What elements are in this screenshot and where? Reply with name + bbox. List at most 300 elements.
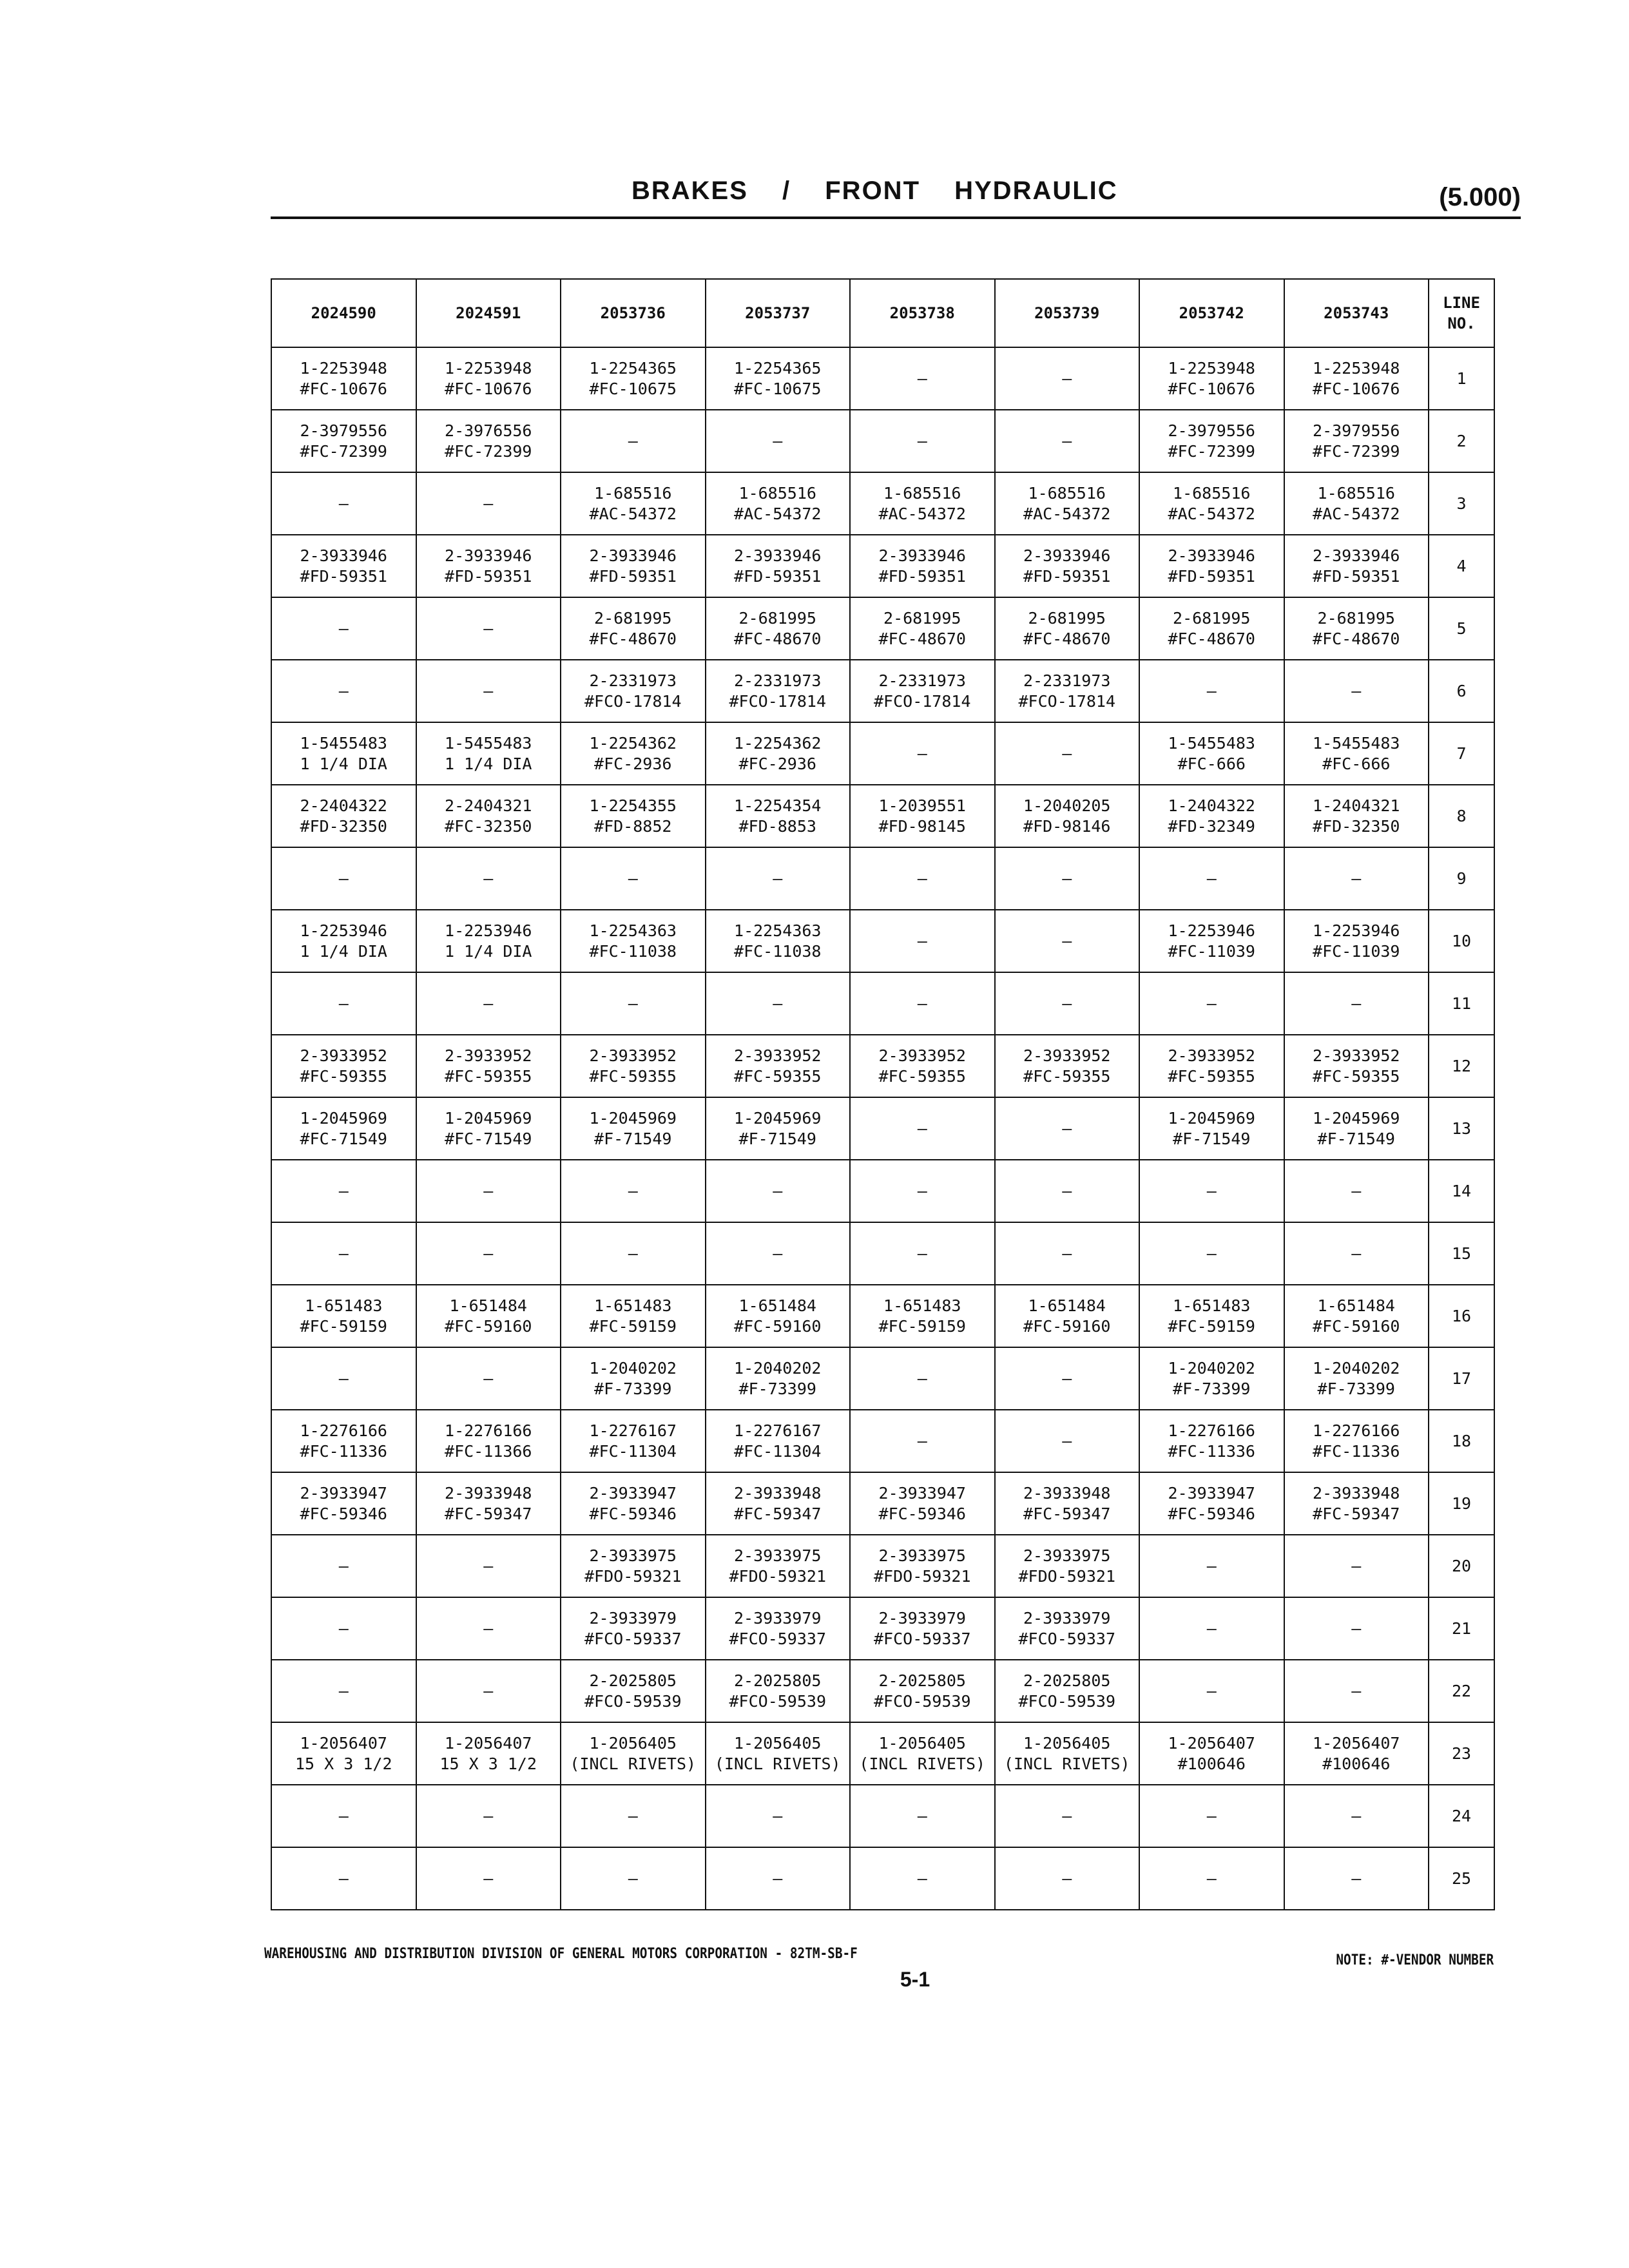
- part-number-text: 1-2404321 #FD-32350: [1313, 796, 1400, 836]
- part-cell: [1284, 1660, 1429, 1722]
- part-number-text: 1-2276166 #FC-11336: [300, 1421, 387, 1461]
- table-row: [271, 1097, 1494, 1160]
- part-cell: [271, 1160, 416, 1222]
- part-cell: [706, 347, 851, 410]
- part-number-text: —: [1206, 869, 1217, 888]
- part-cell: [271, 1785, 416, 1847]
- part-number-text: 2-3933952 #FC-59355: [300, 1046, 387, 1086]
- part-number-text: 2-2025805 #FCO-59539: [1018, 1671, 1115, 1711]
- table-row: [271, 1472, 1494, 1535]
- part-cell: [850, 1347, 995, 1410]
- part-cell: [995, 410, 1140, 472]
- part-number-text: 1-685516 #AC-54372: [878, 483, 966, 523]
- part-number-text: 1-2253946 #FC-11039: [1168, 921, 1255, 961]
- part-number-text: 1-2254354 #FD-8853: [734, 796, 822, 836]
- part-number-text: —: [338, 1369, 349, 1388]
- part-cell: [561, 347, 706, 410]
- part-cell: [1139, 597, 1284, 660]
- part-cell: [1139, 1035, 1284, 1097]
- column-header: 2053736: [561, 279, 706, 347]
- part-number-text: —: [628, 1244, 638, 1263]
- line-number: 7: [1429, 722, 1494, 785]
- part-number-text: 2-3933947 #FC-59346: [1168, 1483, 1255, 1523]
- part-cell: [706, 972, 851, 1035]
- table-row: [271, 1285, 1494, 1347]
- part-cell: [995, 847, 1140, 910]
- part-number-text: 1-685516 #AC-54372: [1313, 483, 1400, 523]
- part-number-text: —: [917, 1806, 927, 1825]
- part-cell: [850, 1097, 995, 1160]
- part-number-text: —: [773, 1181, 783, 1200]
- table-row: [271, 597, 1494, 660]
- part-number-text: 2-3979556 #FC-72399: [1313, 421, 1400, 461]
- part-number-text: —: [483, 1681, 494, 1700]
- part-number-text: 1-5455483 #FC-666: [1313, 733, 1400, 773]
- part-number-text: 1-685516 #AC-54372: [1168, 483, 1255, 523]
- table-row: [271, 535, 1494, 597]
- part-cell: [706, 1722, 851, 1785]
- part-number-text: —: [483, 1181, 494, 1200]
- part-number-text: —: [338, 869, 349, 888]
- part-cell: [416, 910, 561, 972]
- part-number-text: 2-3933948 #FC-59347: [1313, 1483, 1400, 1523]
- part-number-text: —: [628, 869, 638, 888]
- part-number-text: 1-685516 #AC-54372: [1023, 483, 1111, 523]
- part-number-text: —: [338, 1681, 349, 1700]
- table-row: [271, 410, 1494, 472]
- part-cell: [271, 472, 416, 535]
- part-cell: [850, 347, 995, 410]
- part-number-text: —: [1062, 1869, 1072, 1888]
- section-number: (5.000): [1439, 183, 1521, 211]
- part-number-text: 2-2331973 #FCO-17814: [584, 671, 682, 711]
- part-cell: [271, 410, 416, 472]
- part-cell: [561, 1660, 706, 1722]
- line-number: 23: [1429, 1722, 1494, 1785]
- part-cell: [416, 597, 561, 660]
- part-number-text: 1-2253948 #FC-10676: [300, 358, 387, 398]
- part-number-text: —: [1206, 1681, 1217, 1700]
- part-number-text: 1-2253946 1 1/4 DIA: [300, 921, 387, 961]
- part-number-text: —: [773, 994, 783, 1013]
- part-cell: [271, 847, 416, 910]
- part-number-text: —: [1351, 1244, 1362, 1263]
- part-number-text: 1-2254363 #FC-11038: [589, 921, 677, 961]
- part-cell: [561, 1785, 706, 1847]
- part-cell: [850, 1285, 995, 1347]
- part-cell: [416, 347, 561, 410]
- part-number-text: —: [917, 869, 927, 888]
- part-number-text: —: [1062, 869, 1072, 888]
- part-number-text: —: [1062, 744, 1072, 763]
- part-cell: [1139, 1535, 1284, 1597]
- part-cell: [561, 1722, 706, 1785]
- part-number-text: —: [773, 1806, 783, 1825]
- part-cell: [416, 785, 561, 847]
- part-cell: [706, 597, 851, 660]
- part-number-text: 2-3933979 #FCO-59337: [1018, 1608, 1115, 1648]
- part-cell: [850, 1660, 995, 1722]
- table-row: [271, 1535, 1494, 1597]
- table-row: [271, 785, 1494, 847]
- part-cell: [1139, 535, 1284, 597]
- part-number-text: 1-5455483 1 1/4 DIA: [300, 733, 387, 773]
- part-number-text: —: [483, 681, 494, 700]
- part-cell: [416, 472, 561, 535]
- part-cell: [1139, 910, 1284, 972]
- part-cell: [416, 1660, 561, 1722]
- part-cell: [1139, 1160, 1284, 1222]
- part-cell: [850, 597, 995, 660]
- part-number-text: —: [1206, 1244, 1217, 1263]
- part-number-text: 2-3933946 #FD-59351: [1313, 546, 1400, 586]
- line-number-header-label: LINE NO.: [1443, 294, 1480, 332]
- part-cell: [561, 1535, 706, 1597]
- part-cell: [416, 1410, 561, 1472]
- part-cell: [995, 1660, 1140, 1722]
- part-number-text: 1-2056407 #100646: [1168, 1733, 1255, 1773]
- line-number: 5: [1429, 597, 1494, 660]
- part-number-text: —: [917, 369, 927, 388]
- part-cell: [561, 660, 706, 722]
- part-number-text: 2-3933948 #FC-59347: [445, 1483, 532, 1523]
- part-number-text: 2-3933952 #FC-59355: [878, 1046, 966, 1086]
- part-number-text: 1-2040202 #F-73399: [589, 1358, 677, 1398]
- part-number-text: 1-2039551 #FD-98145: [878, 796, 966, 836]
- part-cell: [561, 1035, 706, 1097]
- part-number-text: 1-2045969 #F-71549: [589, 1108, 677, 1148]
- part-number-text: —: [917, 1181, 927, 1200]
- part-number-text: 1-651483 #FC-59159: [1168, 1296, 1255, 1336]
- part-cell: [1139, 1347, 1284, 1410]
- part-cell: [1139, 1097, 1284, 1160]
- part-number-text: 2-3933946 #FD-59351: [445, 546, 532, 586]
- part-number-text: 2-3933979 #FCO-59337: [873, 1608, 971, 1648]
- part-number-text: 1-2040202 #F-73399: [734, 1358, 822, 1398]
- part-number-text: —: [338, 1806, 349, 1825]
- part-cell: [1284, 1785, 1429, 1847]
- line-number: 20: [1429, 1535, 1494, 1597]
- part-number-text: —: [1206, 1806, 1217, 1825]
- column-header: 2024590: [271, 279, 416, 347]
- column-header: 2053742: [1139, 279, 1284, 347]
- part-number-text: —: [338, 1619, 349, 1638]
- table-row: [271, 910, 1494, 972]
- part-number-text: —: [773, 431, 783, 450]
- part-number-text: 2-681995 #FC-48670: [1023, 608, 1111, 648]
- part-cell: [1139, 847, 1284, 910]
- part-cell: [995, 1097, 1140, 1160]
- part-cell: [416, 722, 561, 785]
- part-number-text: 2-3933946 #FD-59351: [589, 546, 677, 586]
- part-number-text: —: [1351, 1869, 1362, 1888]
- part-number-text: 1-2254355 #FD-8852: [589, 796, 677, 836]
- part-number-text: —: [1062, 1369, 1072, 1388]
- page-header: [271, 173, 1521, 218]
- part-number-text: 2-681995 #FC-48670: [878, 608, 966, 648]
- part-number-text: 2-3933952 #FC-59355: [1023, 1046, 1111, 1086]
- part-cell: [1139, 472, 1284, 535]
- part-cell: [995, 1722, 1140, 1785]
- part-number-text: 2-3933946 #FD-59351: [1023, 546, 1111, 586]
- table-row: [271, 1597, 1494, 1660]
- part-number-text: —: [628, 1181, 638, 1200]
- part-number-text: —: [773, 1244, 783, 1263]
- part-number-text: —: [338, 681, 349, 700]
- line-number: 4: [1429, 535, 1494, 597]
- part-cell: [561, 1472, 706, 1535]
- part-cell: [850, 660, 995, 722]
- part-number-text: 2-2025805 #FCO-59539: [729, 1671, 826, 1711]
- part-cell: [271, 1722, 416, 1785]
- part-number-text: —: [773, 869, 783, 888]
- part-number-text: 1-651483 #FC-59159: [300, 1296, 387, 1336]
- part-number-text: —: [1351, 1556, 1362, 1575]
- part-cell: [1139, 972, 1284, 1035]
- part-cell: [416, 1472, 561, 1535]
- table-row: [271, 722, 1494, 785]
- part-cell: [1284, 410, 1429, 472]
- part-cell: [850, 1035, 995, 1097]
- part-cell: [706, 410, 851, 472]
- part-cell: [1139, 1785, 1284, 1847]
- column-header: 2053738: [850, 279, 995, 347]
- part-cell: [706, 1785, 851, 1847]
- part-cell: [995, 1160, 1140, 1222]
- part-cell: [1139, 722, 1284, 785]
- part-cell: [416, 1535, 561, 1597]
- table-row: [271, 1035, 1494, 1097]
- line-number: 21: [1429, 1597, 1494, 1660]
- part-cell: [416, 1097, 561, 1160]
- part-cell: [271, 1597, 416, 1660]
- part-number-text: 1-2040205 #FD-98146: [1023, 796, 1111, 836]
- part-number-text: —: [1351, 1681, 1362, 1700]
- part-number-text: —: [1206, 681, 1217, 700]
- line-number: 1: [1429, 347, 1494, 410]
- part-number-text: —: [773, 1869, 783, 1888]
- part-number-text: 1-2045969 #F-71549: [734, 1108, 822, 1148]
- part-number-text: —: [483, 1869, 494, 1888]
- part-cell: [1139, 785, 1284, 847]
- part-number-text: —: [1206, 1556, 1217, 1575]
- parts-table: [271, 278, 1495, 1910]
- part-number-text: —: [483, 1369, 494, 1388]
- part-cell: [995, 1222, 1140, 1285]
- part-number-text: 1-5455483 #FC-666: [1168, 733, 1255, 773]
- part-cell: [416, 1222, 561, 1285]
- column-header: 2053739: [995, 279, 1140, 347]
- part-number-text: 2-3933952 #FC-59355: [589, 1046, 677, 1086]
- part-cell: [706, 1535, 851, 1597]
- part-cell: [850, 1222, 995, 1285]
- part-cell: [271, 722, 416, 785]
- part-number-text: 1-2056407 #100646: [1313, 1733, 1400, 1773]
- part-cell: [271, 597, 416, 660]
- part-cell: [1284, 1347, 1429, 1410]
- line-number: 25: [1429, 1847, 1494, 1910]
- part-number-text: 2-2331973 #FCO-17814: [1018, 671, 1115, 711]
- table-row: [271, 347, 1494, 410]
- part-cell: [416, 1847, 561, 1910]
- line-number-header: [1429, 279, 1494, 347]
- part-cell: [850, 722, 995, 785]
- part-cell: [561, 785, 706, 847]
- part-number-text: 1-651484 #FC-59160: [1313, 1296, 1400, 1336]
- part-number-text: —: [1062, 369, 1072, 388]
- part-number-text: —: [1206, 1181, 1217, 1200]
- part-number-text: —: [483, 994, 494, 1013]
- table-row: [271, 1222, 1494, 1285]
- part-cell: [706, 1847, 851, 1910]
- part-number-text: 1-2045969 #F-71549: [1313, 1108, 1400, 1148]
- part-number-text: 2-3933975 #FDO-59321: [584, 1546, 682, 1586]
- part-number-text: —: [1351, 1806, 1362, 1825]
- part-number-text: —: [483, 1556, 494, 1575]
- part-cell: [850, 1785, 995, 1847]
- part-number-text: 1-2056407 15 X 3 1/2: [439, 1733, 537, 1773]
- part-number-text: —: [917, 1369, 927, 1388]
- part-number-text: 1-2254365 #FC-10675: [589, 358, 677, 398]
- part-cell: [561, 722, 706, 785]
- part-number-text: 1-2276166 #FC-11336: [1168, 1421, 1255, 1461]
- part-cell: [706, 1285, 851, 1347]
- part-cell: [995, 1410, 1140, 1472]
- part-number-text: —: [917, 1244, 927, 1263]
- part-number-text: —: [628, 1806, 638, 1825]
- part-cell: [416, 1722, 561, 1785]
- part-number-text: 2-681995 #FC-48670: [1313, 608, 1400, 648]
- part-number-text: 2-3976556 #FC-72399: [445, 421, 532, 461]
- part-number-text: 1-2276166 #FC-11336: [1313, 1421, 1400, 1461]
- table-row: [271, 1785, 1494, 1847]
- part-cell: [271, 1035, 416, 1097]
- line-number: 24: [1429, 1785, 1494, 1847]
- part-number-text: 2-2331973 #FCO-17814: [729, 671, 826, 711]
- part-cell: [850, 1722, 995, 1785]
- footer-vendor-note: NOTE: #-VENDOR NUMBER: [1336, 1952, 1494, 1968]
- part-number-text: 1-2056407 15 X 3 1/2: [294, 1733, 392, 1773]
- part-cell: [1284, 347, 1429, 410]
- part-cell: [706, 1597, 851, 1660]
- part-cell: [706, 1035, 851, 1097]
- part-cell: [995, 1785, 1140, 1847]
- part-number-text: —: [1062, 931, 1072, 950]
- part-number-text: 2-3933979 #FCO-59337: [584, 1608, 682, 1648]
- part-number-text: 2-3933952 #FC-59355: [734, 1046, 822, 1086]
- part-cell: [995, 1347, 1140, 1410]
- part-cell: [850, 472, 995, 535]
- part-cell: [850, 785, 995, 847]
- part-cell: [850, 535, 995, 597]
- part-cell: [850, 1410, 995, 1472]
- line-number: 12: [1429, 1035, 1494, 1097]
- part-number-text: 1-2253946 1 1/4 DIA: [445, 921, 532, 961]
- part-number-text: —: [1062, 1806, 1072, 1825]
- part-number-text: —: [483, 1806, 494, 1825]
- column-header: 2024591: [416, 279, 561, 347]
- part-cell: [561, 1160, 706, 1222]
- line-number: 9: [1429, 847, 1494, 910]
- part-cell: [561, 472, 706, 535]
- part-number-text: 1-651484 #FC-59160: [445, 1296, 532, 1336]
- part-cell: [561, 910, 706, 972]
- page-title: BRAKES / FRONT HYDRAULIC: [631, 177, 1118, 205]
- table-row: [271, 1347, 1494, 1410]
- part-cell: [561, 1285, 706, 1347]
- part-number-text: —: [1206, 1619, 1217, 1638]
- part-cell: [706, 1472, 851, 1535]
- part-cell: [706, 1347, 851, 1410]
- part-number-text: 2-2404321 #FC-32350: [445, 796, 532, 836]
- part-cell: [850, 910, 995, 972]
- part-cell: [850, 1472, 995, 1535]
- parts-table-body: [271, 347, 1494, 1910]
- part-number-text: 1-2045969 #FC-71549: [445, 1108, 532, 1148]
- part-cell: [995, 1472, 1140, 1535]
- part-cell: [271, 1222, 416, 1285]
- part-number-text: 1-685516 #AC-54372: [734, 483, 822, 523]
- part-cell: [561, 1097, 706, 1160]
- part-cell: [1139, 1847, 1284, 1910]
- part-cell: [271, 1347, 416, 1410]
- part-cell: [1284, 1722, 1429, 1785]
- part-cell: [706, 1410, 851, 1472]
- part-number-text: —: [917, 431, 927, 450]
- part-number-text: 1-651483 #FC-59159: [878, 1296, 966, 1336]
- part-number-text: —: [1062, 1181, 1072, 1200]
- part-number-text: 1-5455483 1 1/4 DIA: [445, 733, 532, 773]
- part-cell: [271, 1660, 416, 1722]
- part-cell: [561, 847, 706, 910]
- part-number-text: —: [483, 869, 494, 888]
- line-number: 15: [1429, 1222, 1494, 1285]
- part-number-text: 2-681995 #FC-48670: [589, 608, 677, 648]
- line-number: 8: [1429, 785, 1494, 847]
- part-number-text: 1-2254362 #FC-2936: [734, 733, 822, 773]
- part-number-text: 2-3933952 #FC-59355: [445, 1046, 532, 1086]
- part-number-text: 2-3933946 #FD-59351: [300, 546, 387, 586]
- part-cell: [1139, 1660, 1284, 1722]
- part-number-text: —: [1206, 1869, 1217, 1888]
- part-cell: [995, 347, 1140, 410]
- header-row: [271, 279, 1494, 347]
- part-cell: [995, 972, 1140, 1035]
- part-number-text: —: [1351, 1619, 1362, 1638]
- part-cell: [1284, 1222, 1429, 1285]
- part-number-text: —: [1351, 1181, 1362, 1200]
- part-cell: [271, 1535, 416, 1597]
- part-cell: [1139, 347, 1284, 410]
- part-cell: [706, 910, 851, 972]
- part-number-text: —: [338, 1181, 349, 1200]
- part-cell: [1284, 910, 1429, 972]
- part-cell: [995, 785, 1140, 847]
- part-cell: [416, 1035, 561, 1097]
- part-number-text: —: [917, 1869, 927, 1888]
- part-cell: [561, 1847, 706, 1910]
- part-number-text: 1-2056405 (INCL RIVETS): [570, 1733, 697, 1773]
- part-cell: [271, 1097, 416, 1160]
- part-cell: [1139, 1222, 1284, 1285]
- part-cell: [561, 1347, 706, 1410]
- part-number-text: 1-2253946 #FC-11039: [1313, 921, 1400, 961]
- part-number-text: 1-2254363 #FC-11038: [734, 921, 822, 961]
- part-cell: [416, 972, 561, 1035]
- part-number-text: 2-3933975 #FDO-59321: [873, 1546, 971, 1586]
- part-number-text: 2-3979556 #FC-72399: [1168, 421, 1255, 461]
- part-cell: [995, 597, 1140, 660]
